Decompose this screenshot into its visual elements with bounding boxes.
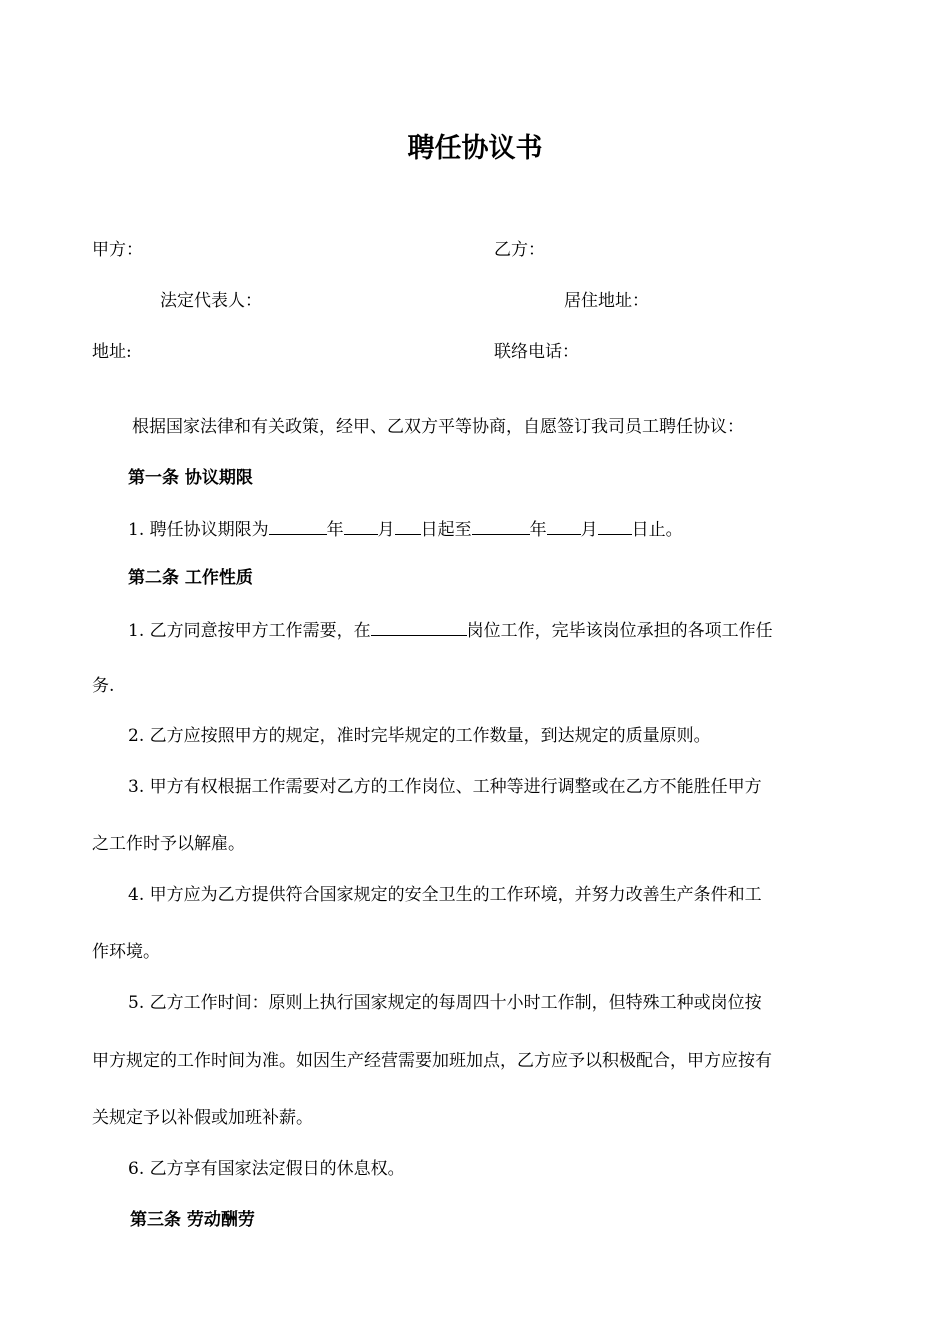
start-day-blank [395, 517, 421, 535]
start-year-unit: 年 [326, 520, 344, 540]
legal-representative-label: 法定代表人： [160, 291, 262, 311]
article-2-item-3-line-1: 3. 甲方有权根据工作需要对乙方的工作岗位、工种等进行调整或在乙方不能胜任甲方 [128, 777, 762, 797]
start-day-unit: 日起至 [420, 520, 472, 540]
end-year-unit: 年 [529, 520, 547, 540]
article-2-item-4-line-1: 4. 甲方应为乙方提供符合国家规定的安全卫生的工作环境，并努力改善生产条件和工 [128, 885, 762, 905]
article-2-item-5-line-2: 甲方规定的工作时间为准。如因生产经营需要加班加点，乙方应予以积极配合，甲方应按有 [92, 1051, 772, 1071]
position-prefix: 1. 乙方同意按甲方工作需要，在 [128, 621, 371, 641]
party-a-label: 甲方： [92, 240, 143, 260]
article-2-item-5-line-3: 关规定予以补假或加班补薪。 [92, 1108, 313, 1128]
party-b-label: 乙方： [494, 240, 545, 260]
article-2-item-3-line-2: 之工作时予以解雇。 [92, 834, 245, 854]
article-2-item-1-line-1 [128, 618, 773, 642]
start-year-blank [269, 517, 327, 535]
position-suffix: 岗位工作，完毕该岗位承担的各项工作任 [466, 621, 773, 641]
start-month-unit: 月 [377, 520, 395, 540]
end-day-unit: 日止。 [631, 520, 683, 540]
contact-phone-label: 联络电话： [494, 342, 579, 362]
article-1-item-1 [128, 517, 683, 541]
end-day-blank [598, 517, 632, 535]
end-year-blank [472, 517, 530, 535]
article-2-item-2: 2. 乙方应按照甲方的规定，准时完毕规定的工作数量，到达规定的质量原则。 [128, 726, 711, 746]
article-2-heading: 第二条 工作性质 [128, 568, 253, 588]
article-1-heading: 第一条 协议期限 [128, 468, 253, 488]
term-prefix: 1. 聘任协议期限为 [128, 520, 269, 540]
residence-address-label: 居住地址： [564, 291, 649, 311]
position-blank [371, 618, 467, 636]
preamble-paragraph: 根据国家法律和有关政策，经甲、乙双方平等协商，自愿签订我司员工聘任协议： [132, 417, 744, 437]
article-3-heading: 第三条 劳动酬劳 [130, 1210, 255, 1230]
party-a-address-label: 地址: [92, 342, 132, 362]
article-2-item-6: 6. 乙方享有国家法定假日的休息权。 [128, 1159, 405, 1179]
end-month-unit: 月 [580, 520, 598, 540]
article-2-item-4-line-2: 作环境。 [92, 942, 160, 962]
document-title: 聘任协议书 [407, 133, 543, 164]
article-2-item-1-line-2: 务. [92, 676, 115, 696]
end-month-blank [547, 517, 581, 535]
start-month-blank [344, 517, 378, 535]
article-2-item-5-line-1: 5. 乙方工作时间：原则上执行国家规定的每周四十小时工作制，但特殊工种或岗位按 [128, 993, 762, 1013]
